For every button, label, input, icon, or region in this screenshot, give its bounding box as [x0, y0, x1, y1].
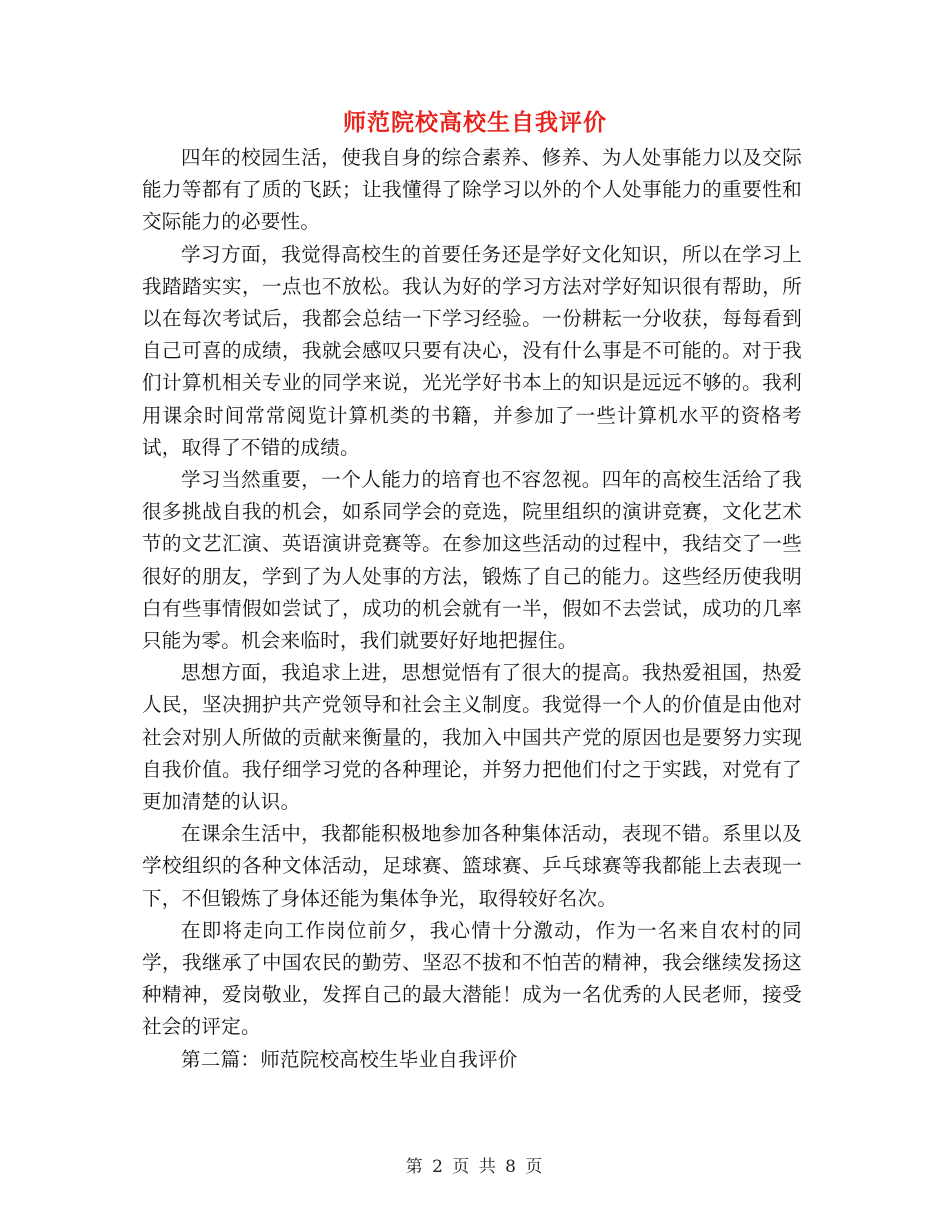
paragraph-ability: 学习当然重要，一个人能力的培育也不容忽视。四年的高校生活给了我很多挑战自我的机会，如系同学会的竞选，院里组织的演讲竞赛，文化艺术节的文艺汇演、英语演讲竞赛等。在参加这些活动的过程中，我结交了一些很好的朋友，学到了为人处事的方法，锻炼了自己的能力。这些经历使我明白有些事情假如尝试了，成功的机会就有一半，假如不去尝试，成功的几率只能为零。机会来临时，我们就要好好地把握住。 [142, 468, 802, 653]
document-body [142, 142, 802, 1076]
paragraph-outlook: 在即将走向工作岗位前夕，我心情十分激动，作为一名来自农村的同学，我继承了中国农民的勤劳、坚忍不拔和不怕苦的精神，我会继续发扬这种精神，爱岗敬业，发挥自己的最大潜能！成为一名优秀的人民老师，接受社会的评定。 [142, 918, 802, 1039]
paragraph-study: 学习方面，我觉得高校生的首要任务还是学好文化知识，所以在学习上我踏踏实实，一点也不放松。我认为好的学习方法对学好知识很有帮助，所以在每次考试后，我都会总结一下学习经验。一份耕耘一分收获，每每看到自己可喜的成绩，我就会感叹只要有决心，没有什么事是不可能的。对于我们计算机相关专业的同学来说，光光学好书本上的知识是远远不够的。我利用课余时间常常阅览计算机类的书籍，并参加了一些计算机水平的资格考试，取得了不错的成绩。 [142, 242, 802, 459]
paragraph-thought: 思想方面，我追求上进，思想觉悟有了很大的提高。我热爱祖国，热爱人民，坚决拥护共产党领导和社会主义制度。我觉得一个人的价值是由他对社会对别人所做的贡献来衡量的，我加入中国共产党的原因也是要努力实现自我价值。我仔细学习党的各种理论，并努力把他们付之于实践，对党有了更加清楚的认识。 [142, 661, 802, 814]
page-number-footer: 第 2 页 共 8 页 [405, 1157, 545, 1177]
document-title: 师范院校高校生自我评价 [343, 109, 607, 136]
paragraph-next-section-heading: 第二篇：师范院校高校生毕业自我评价 [181, 1047, 518, 1071]
paragraph-intro: 四年的校园生活，使我自身的综合素养、修养、为人处事能力以及交际能力等都有了质的飞跃；让我懂得了除学习以外的个人处事能力的重要性和交际能力的必要性。 [142, 146, 802, 234]
paragraph-extracurricular: 在课余生活中，我都能积极地参加各种集体活动，表现不错。系里以及学校组织的各种文体活动，足球赛、篮球赛、乒乓球赛等我都能上去表现一下，不但锻炼了身体还能为集体争光，取得较好名次。 [142, 822, 802, 910]
